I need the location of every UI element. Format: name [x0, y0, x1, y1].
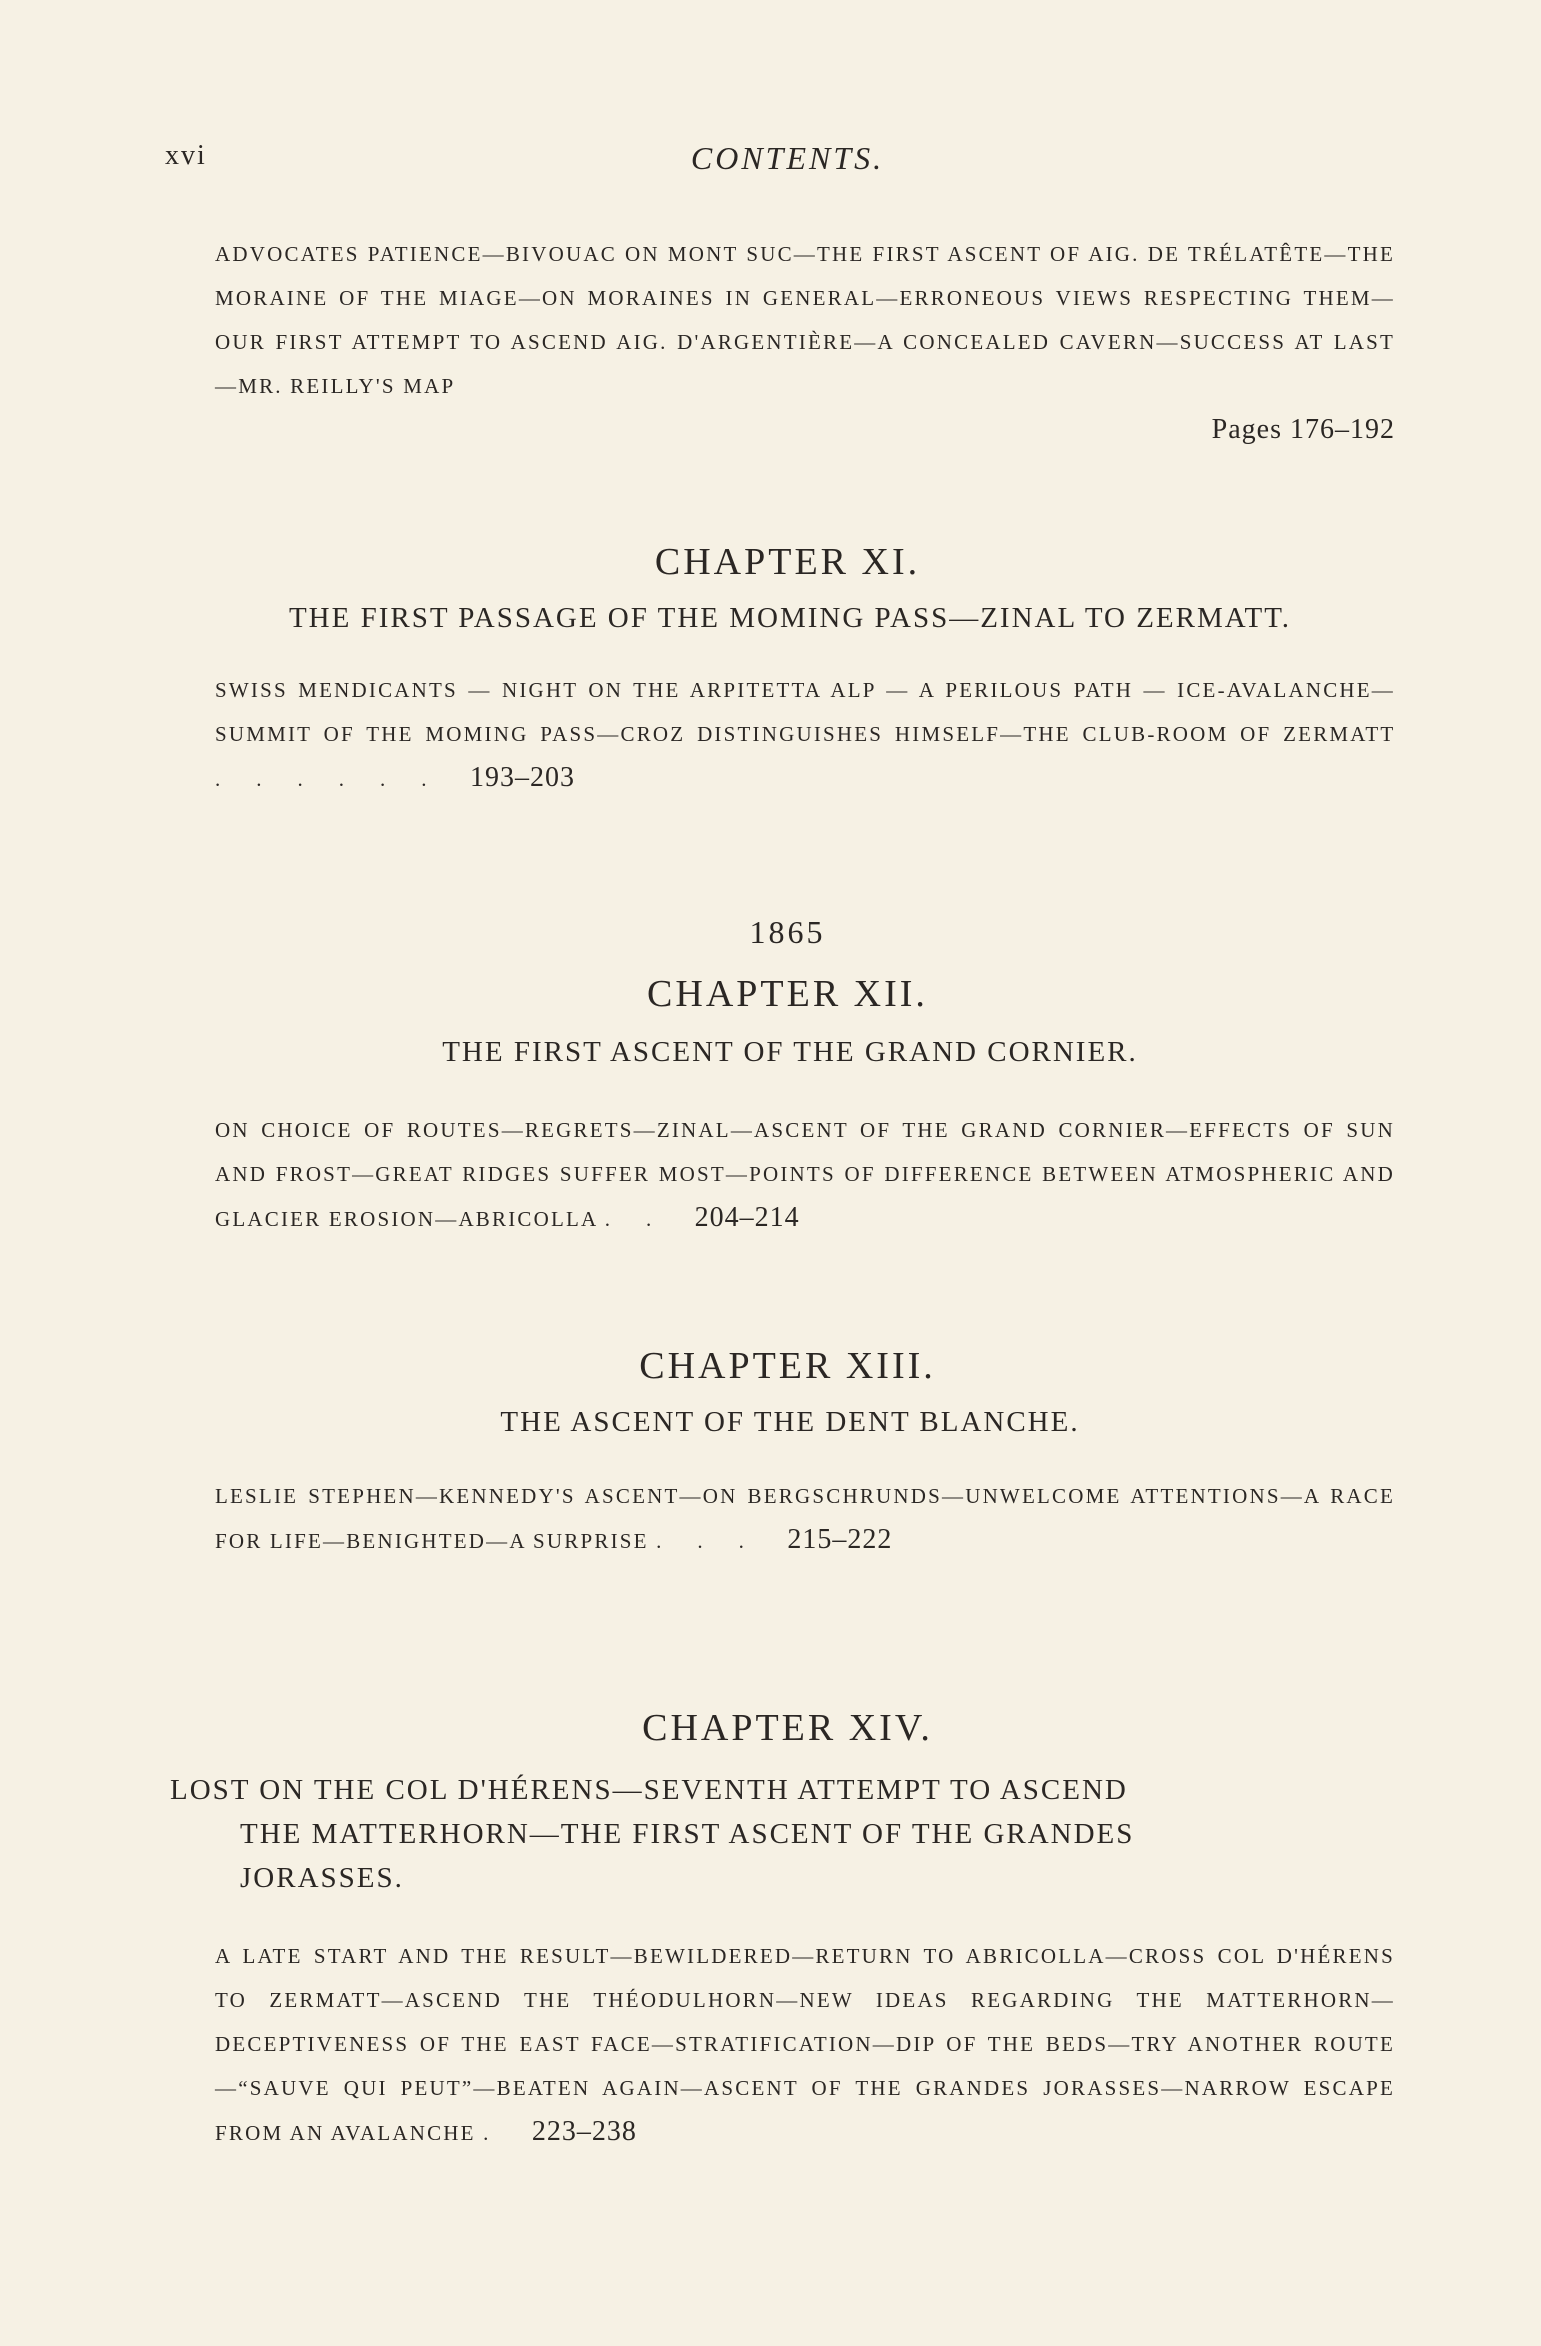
page-header [165, 140, 1410, 190]
chapter-xiv-title [170, 1768, 1410, 1900]
running-title: CONTENTS. [690, 140, 885, 176]
summary-text: LESLIE STEPHEN—KENNEDY'S ASCENT—ON BERGSCHRUNDS—UNWELCOME ATTENTIONS—A RACE FOR LIFE—BENIGHTED—A SURPRISE [215, 1484, 1395, 1553]
folio: xvi [165, 140, 207, 171]
leader-dots: .. [604, 1207, 688, 1231]
page-range: 193–203 [469, 762, 575, 793]
page-range: Pages 176–192 [1211, 414, 1395, 445]
title-line: JORASSES. [240, 1862, 404, 1894]
page-range: 223–238 [531, 2116, 637, 2147]
chapter-xi-summary [215, 668, 1395, 801]
leader-dots: ... [656, 1529, 780, 1553]
summary-text: ADVOCATES PATIENCE—BIVOUAC ON MONT SUC—THE FIRST ASCENT OF AIG. DE TRÉLATÊTE—THE MORAINE OF THE MIAGE—ON MORAINES IN GENERAL—ERRONEOUS VIEWS RESPECTING THEM—OUR FIRST ATTEMPT TO ASCEND AIG. D'ARGENTIÈRE—A CONCEALED CAVERN—SUCCESS AT LAST—MR. REILLY'S MAP [215, 242, 1395, 398]
summary-text: SWISS MENDICANTS — NIGHT ON THE ARPITETTA ALP — A PERILOUS PATH — ICE-AVALANCHE—SUMMIT OF THE MOMING PASS—CROZ DISTINGUISHES HIMSELF—THE CLUB-ROOM OF ZERMATT [215, 678, 1395, 746]
page-range: 204–214 [694, 1202, 800, 1233]
summary-text: A LATE START AND THE RESULT—BEWILDERED—RETURN TO ABRICOLLA—CROSS COL D'HÉRENS TO ZERMATT—ASCEND THE THÉODULHORN—NEW IDEAS REGARDING THE MATTERHORN—DECEPTIVENESS OF THE EAST FACE—STRATIFICATION—DIP OF THE BEDS—TRY ANOTHER ROUTE—“SAUVE QUI PEUT”—BEATEN AGAIN—ASCENT OF THE GRANDES JORASSES—NARROW ESCAPE FROM AN AVALANCHE [215, 1944, 1395, 2145]
chapter-x-summary [215, 232, 1395, 452]
chapter-xi-heading: CHAPTER XI. [654, 541, 921, 583]
chapter-xii-summary [215, 1108, 1395, 1241]
chapter-xiii-heading: CHAPTER XIII. [639, 1345, 936, 1387]
leader-dots: . [483, 2121, 525, 2145]
year-heading: 1865 [749, 914, 826, 950]
chapter-xiv-heading: CHAPTER XIV. [642, 1707, 933, 1749]
chapter-xiv-summary [215, 1934, 1395, 2155]
leader-dots: ...... [215, 767, 463, 791]
page-range: 215–222 [787, 1524, 893, 1555]
title-line: LOST ON THE COL D'HÉRENS—SEVENTH ATTEMPT TO ASCEND [170, 1774, 1128, 1806]
summary-text: ON CHOICE OF ROUTES—REGRETS—ZINAL—ASCENT OF THE GRAND CORNIER—EFFECTS OF SUN AND FROST—GREAT RIDGES SUFFER MOST—POINTS OF DIFFERENCE BETWEEN ATMOSPHERIC AND GLACIER EROSION—ABRICOLLA [215, 1118, 1395, 1231]
chapter-xi-title: THE FIRST PASSAGE OF THE MOMING PASS—ZINAL TO ZERMATT. [288, 602, 1292, 634]
title-line: THE MATTERHORN—THE FIRST ASCENT OF THE GRANDES [240, 1818, 1135, 1850]
chapter-xii-heading: CHAPTER XII. [647, 973, 928, 1015]
chapter-xii-title: THE FIRST ASCENT OF THE GRAND CORNIER. [442, 1036, 1138, 1068]
chapter-xiii-title: THE ASCENT OF THE DENT BLANCHE. [500, 1406, 1080, 1438]
chapter-xiii-summary [215, 1474, 1395, 1563]
